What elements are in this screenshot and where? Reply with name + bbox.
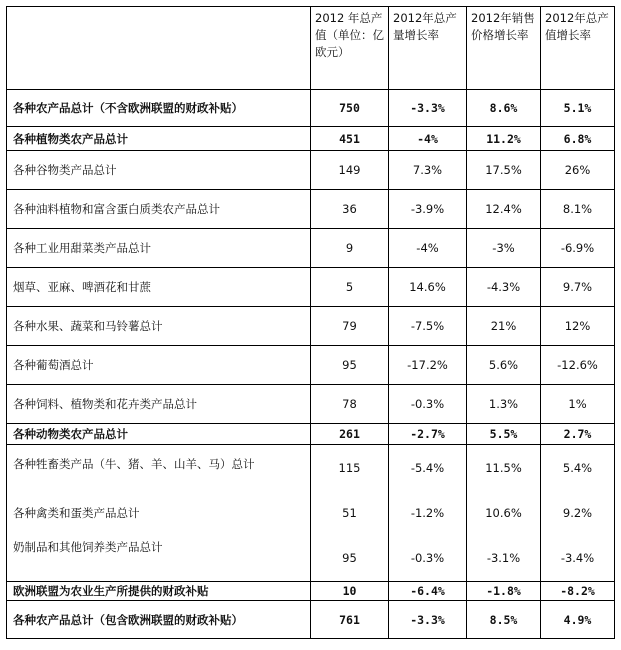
row-value-growth: 4.9% xyxy=(541,601,615,639)
row-value-growth: 2.7% xyxy=(541,424,615,445)
row-label: 各种饲料、植物类和花卉类产品总计 xyxy=(7,385,311,424)
row-label: 各种工业用甜菜类产品总计 xyxy=(7,229,311,268)
row-value-growth: 1% xyxy=(541,385,615,424)
row-price-growth: 5.6% xyxy=(467,346,541,385)
row-volume-growth: -17.2% xyxy=(389,346,467,385)
row-volume-growth: -3.3% xyxy=(389,90,467,127)
table-row xyxy=(7,385,615,424)
row-volume-growth: -3.3% xyxy=(389,601,467,639)
dairy-price-growth: -3.1% xyxy=(486,551,521,566)
table-row xyxy=(7,307,615,346)
merged-livestock-row xyxy=(7,445,615,582)
row-value: 79 xyxy=(311,307,389,346)
row-value: 761 xyxy=(311,601,389,639)
table-row xyxy=(7,268,615,307)
row-label: 各种植物类农产品总计 xyxy=(7,127,311,151)
merged-values xyxy=(311,445,389,582)
table-row xyxy=(7,346,615,385)
row-value-growth: 9.7% xyxy=(541,268,615,307)
agri-stats-table xyxy=(6,6,615,639)
table-row xyxy=(7,582,615,601)
row-price-growth: 5.5% xyxy=(467,424,541,445)
row-value-growth: 12% xyxy=(541,307,615,346)
row-value-growth: 5.1% xyxy=(541,90,615,127)
dairy-value-growth: -3.4% xyxy=(560,551,595,566)
row-value: 149 xyxy=(311,151,389,190)
dairy-value: 95 xyxy=(342,551,357,566)
livestock-volume-growth: -5.4% xyxy=(410,460,445,475)
merged-value-growth xyxy=(541,445,615,582)
livestock-label: 各种牲畜类产品（牛、猪、羊、山羊、马）总计 xyxy=(13,457,255,471)
row-volume-growth: -2.7% xyxy=(389,424,467,445)
merged-price-growth xyxy=(467,445,541,582)
table-row xyxy=(7,151,615,190)
row-value: 451 xyxy=(311,127,389,151)
header-row xyxy=(7,7,615,90)
row-label: 各种动物类农产品总计 xyxy=(7,424,311,445)
row-volume-growth: -6.4% xyxy=(389,582,467,601)
table-row xyxy=(7,127,615,151)
dairy-label: 奶制品和其他饲养类产品总计 xyxy=(13,540,163,554)
table-row xyxy=(7,90,615,127)
livestock-value: 115 xyxy=(338,460,361,475)
poultry-volume-growth: -1.2% xyxy=(410,505,445,520)
livestock-price-growth: 11.5% xyxy=(485,460,522,475)
row-value: 750 xyxy=(311,90,389,127)
row-label: 各种葡萄酒总计 xyxy=(7,346,311,385)
row-price-growth: 1.3% xyxy=(467,385,541,424)
row-label: 各种农产品总计（不含欧洲联盟的财政补贴） xyxy=(7,90,311,127)
row-value-growth: 26% xyxy=(541,151,615,190)
header-blank xyxy=(7,7,311,90)
row-value-growth: -12.6% xyxy=(541,346,615,385)
poultry-value-growth: 9.2% xyxy=(562,505,593,520)
row-label: 各种农产品总计（包含欧洲联盟的财政补贴） xyxy=(7,601,311,639)
row-label: 各种水果、蔬菜和马铃薯总计 xyxy=(7,307,311,346)
row-price-growth: 12.4% xyxy=(467,190,541,229)
row-value-growth: 8.1% xyxy=(541,190,615,229)
row-price-growth: 17.5% xyxy=(467,151,541,190)
row-volume-growth: 7.3% xyxy=(389,151,467,190)
row-volume-growth: -0.3% xyxy=(389,385,467,424)
row-price-growth: -4.3% xyxy=(467,268,541,307)
row-value: 95 xyxy=(311,346,389,385)
dairy-volume-growth: -0.3% xyxy=(410,551,445,566)
row-price-growth: 11.2% xyxy=(467,127,541,151)
row-value-growth: -8.2% xyxy=(541,582,615,601)
row-value: 78 xyxy=(311,385,389,424)
row-volume-growth: -3.9% xyxy=(389,190,467,229)
header-price-growth: 2012年销售价格增长率 xyxy=(467,7,541,90)
row-label: 各种谷物类产品总计 xyxy=(7,151,311,190)
poultry-value: 51 xyxy=(342,505,357,520)
row-label: 烟草、亚麻、啤酒花和甘蔗 xyxy=(7,268,311,307)
header-value-growth: 2012年总产值增长率 xyxy=(541,7,615,90)
row-label: 欧洲联盟为农业生产所提供的财政补贴 xyxy=(7,582,311,601)
livestock-value-growth: 5.4% xyxy=(562,460,593,475)
row-label: 各种油料植物和富含蛋白质类农产品总计 xyxy=(7,190,311,229)
table-row xyxy=(7,424,615,445)
table-row xyxy=(7,601,615,639)
merged-labels xyxy=(7,445,311,582)
table-row xyxy=(7,229,615,268)
header-volume-growth: 2012年总产量增长率 xyxy=(389,7,467,90)
poultry-price-growth: 10.6% xyxy=(485,505,522,520)
poultry-label: 各种禽类和蛋类产品总计 xyxy=(13,506,140,520)
row-price-growth: 8.5% xyxy=(467,601,541,639)
row-value: 5 xyxy=(311,268,389,307)
row-value: 261 xyxy=(311,424,389,445)
row-value: 10 xyxy=(311,582,389,601)
row-price-growth: -3% xyxy=(467,229,541,268)
header-value: 2012 年总产值（单位：亿欧元） xyxy=(311,7,389,90)
row-price-growth: 8.6% xyxy=(467,90,541,127)
row-volume-growth: -7.5% xyxy=(389,307,467,346)
row-volume-growth: -4% xyxy=(389,127,467,151)
table-row xyxy=(7,190,615,229)
row-price-growth: -1.8% xyxy=(467,582,541,601)
row-value-growth: 6.8% xyxy=(541,127,615,151)
row-price-growth: 21% xyxy=(467,307,541,346)
row-value-growth: -6.9% xyxy=(541,229,615,268)
row-volume-growth: 14.6% xyxy=(389,268,467,307)
merged-volume-growth xyxy=(389,445,467,582)
row-value: 9 xyxy=(311,229,389,268)
row-volume-growth: -4% xyxy=(389,229,467,268)
row-value: 36 xyxy=(311,190,389,229)
